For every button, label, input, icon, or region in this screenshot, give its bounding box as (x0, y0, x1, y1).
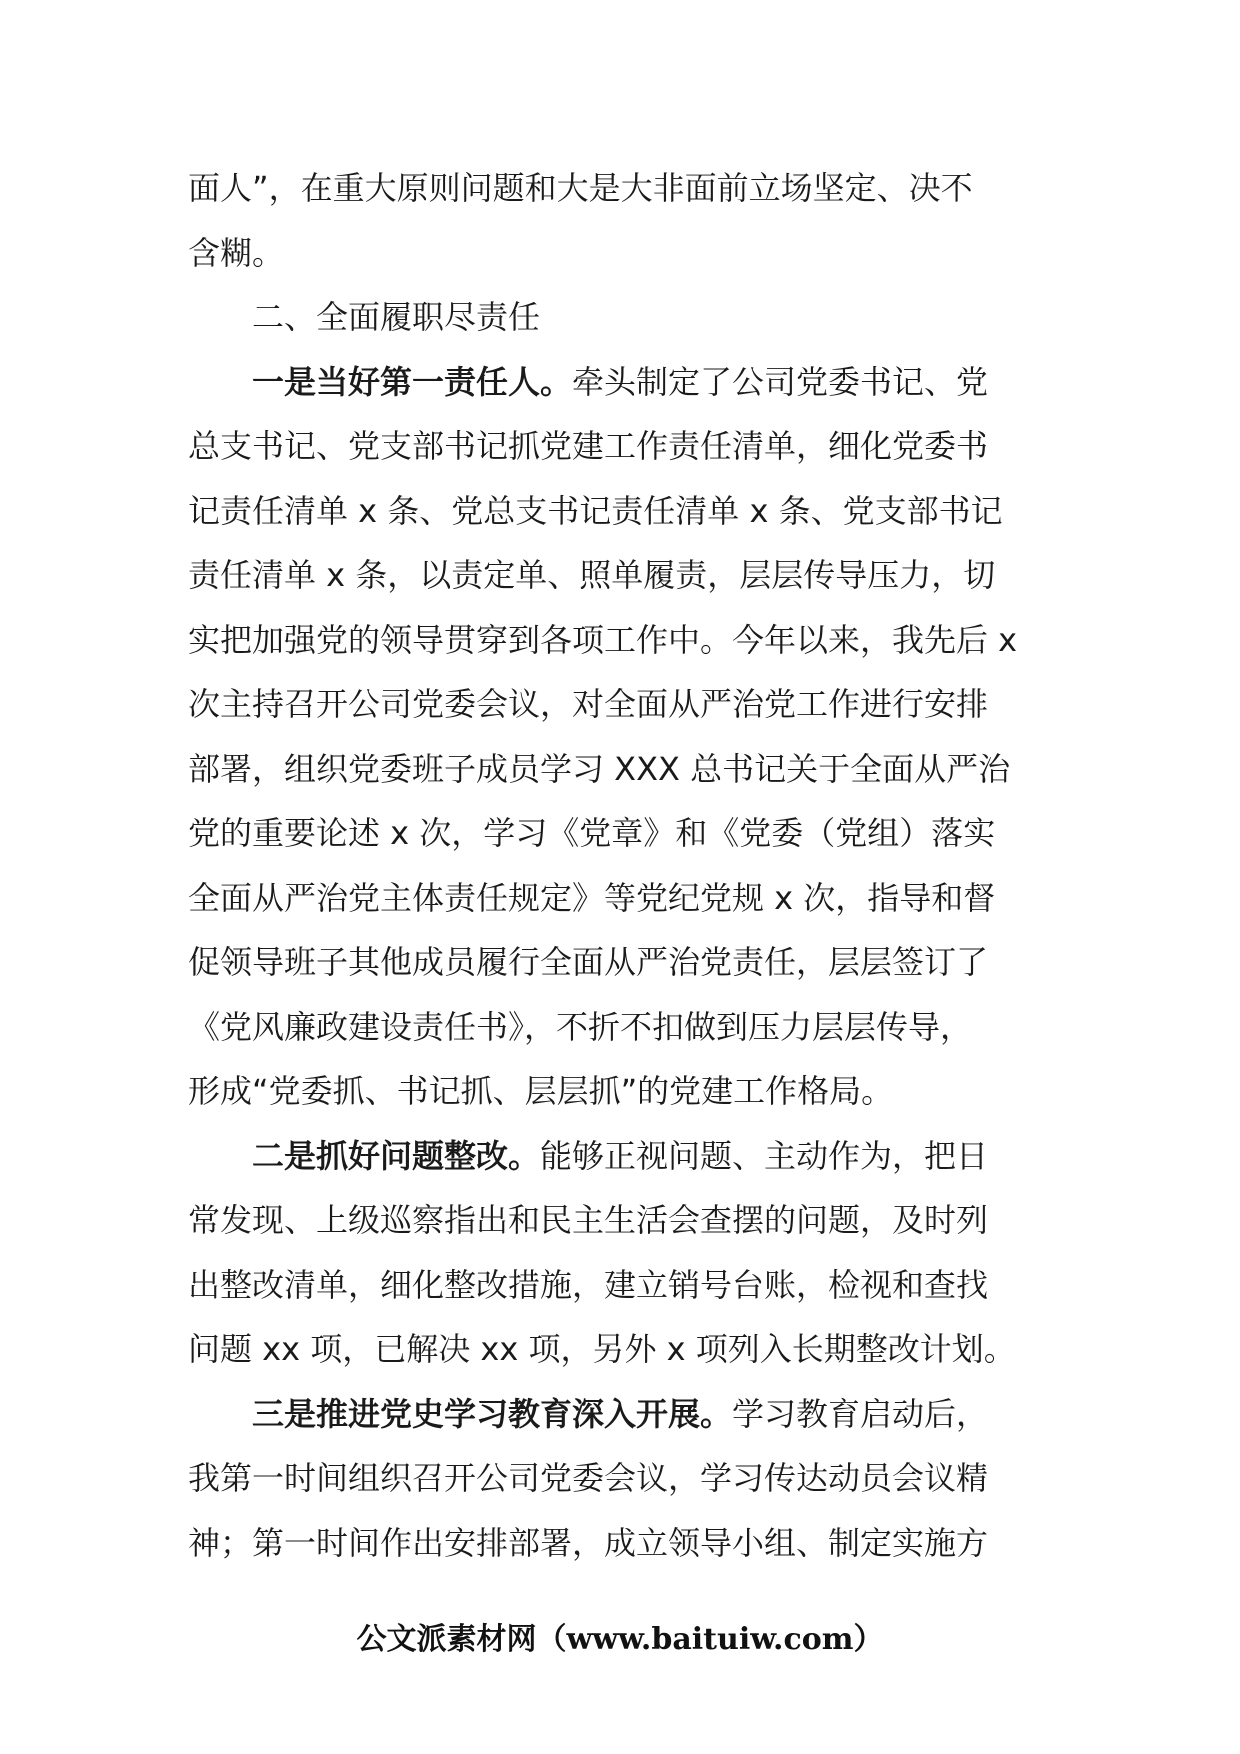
text-line (188, 1446, 1058, 1511)
text-line (188, 1124, 1058, 1189)
text-line (188, 1188, 1058, 1253)
bold-lead-in: 二是抓好问题整改。 (252, 1136, 541, 1175)
text-line (188, 1059, 1058, 1124)
text-line (188, 672, 1058, 737)
line-text: 常发现、上级巡察指出和民主生活会查摆的问题，及时列 (188, 1201, 989, 1239)
line-text: 牵头制定了公司党委书记、党 (572, 362, 989, 401)
line-text: 责任清单 x 条，以责定单、照单履责，层层传导压力，切 (188, 556, 996, 594)
line-text: 全面从严治党主体责任规定》等党纪党规 x 次，指导和督 (188, 878, 996, 917)
line-text: 面人”，在重大原则问题和大是大非面前立场坚定、决不 (188, 169, 973, 207)
text-line (188, 1253, 1058, 1318)
text-line (188, 737, 1058, 802)
text-line (188, 285, 1058, 350)
line-text: 总支书记、党支部书记抓党建工作责任清单，细化党委书 (188, 427, 989, 465)
line-text: 学习教育启动后， (732, 1394, 989, 1433)
line-text: 出整改清单，细化整改措施，建立销号台账，检视和查找 (188, 1265, 989, 1304)
line-text: 能够正视问题、主动作为，把日 (540, 1136, 989, 1175)
text-line (188, 866, 1058, 931)
document-body (188, 156, 1058, 1575)
footer-watermark: 公文派素材网（www.baituiw.com） (356, 1622, 884, 1657)
text-line (188, 930, 1058, 995)
text-line (188, 414, 1058, 479)
text-line (188, 479, 1058, 544)
text-line (188, 350, 1058, 415)
text-line (188, 1382, 1058, 1447)
line-text: 实把加强党的领导贯穿到各项工作中。今年以来，我先后 x (188, 620, 1018, 659)
line-text: 次主持召开公司党委会议，对全面从严治党工作进行安排 (188, 685, 989, 723)
text-line (188, 995, 1058, 1060)
line-text: 《党风廉政建设责任书》，不折不扣做到压力层层传导， (188, 1007, 973, 1046)
bold-lead-in: 三是推进党史学习教育深入开展。 (252, 1394, 733, 1433)
text-line (188, 801, 1058, 866)
text-line (188, 156, 1058, 221)
line-text: 问题 xx 项，已解决 xx 项，另外 x 项列入长期整改计划。 (188, 1330, 1016, 1368)
line-text: 记责任清单 x 条、党总支书记责任清单 x 条、党支部书记 (188, 491, 1003, 530)
line-text: 部署，组织党委班子成员学习 XXX 总书记关于全面从严治 (188, 749, 1011, 788)
line-text: 形成“党委抓、书记抓、层层抓”的党建工作格局。 (188, 1072, 894, 1110)
text-line (188, 608, 1058, 673)
line-text: 含糊。 (188, 233, 285, 272)
text-line (188, 1511, 1058, 1576)
bold-lead-in: 一是当好第一责任人。 (252, 362, 573, 401)
line-text: 二、全面履职尽责任 (252, 298, 541, 336)
text-line (188, 543, 1058, 608)
text-line (188, 221, 1058, 286)
line-text: 我第一时间组织召开公司党委会议，学习传达动员会议精 (188, 1459, 989, 1497)
line-text: 神；第一时间作出安排部署，成立领导小组、制定实施方 (188, 1523, 989, 1562)
line-text: 党的重要论述 x 次，学习《党章》和《党委（党组）落实 (188, 814, 996, 852)
text-line (188, 1317, 1058, 1382)
line-text: 促领导班子其他成员履行全面从严治党责任，层层签订了 (188, 943, 989, 981)
